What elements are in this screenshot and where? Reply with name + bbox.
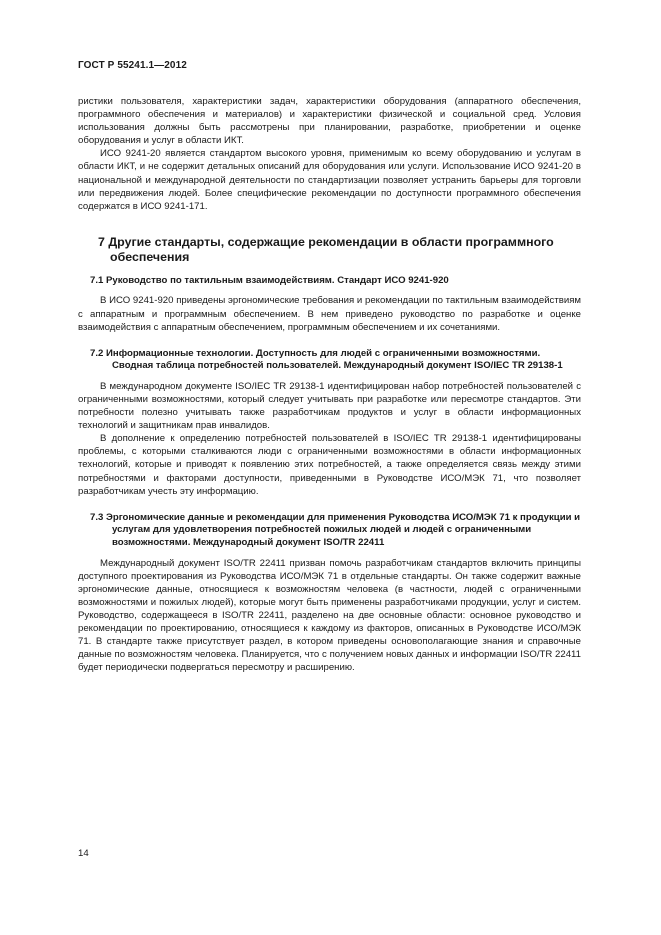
document-header-id: ГОСТ Р 55241.1—2012 xyxy=(78,60,187,71)
paragraph-7-2-first: В международном документе ISO/IEC TR 29138-1 идентифицирован набор потребностей пользователей с ограниченными возможностями, который следует учитывать при разработке или пересмотре стандартов. Эти потребности полезно учитывать также разработчикам продуктов и услуг в области информационных технологий и защитникам прав инвалидов. xyxy=(78,380,581,432)
paragraph-7-3: Международный документ ISO/TR 22411 призван помочь разработчикам стандартов включить принципы доступного проектирования из Руководства ИСО/МЭК 71 в отдельные стандарты. Он также содержит важные эргономические данные, относящиеся к возможностям человека (в частности, людей с ограниченными возможностями и пожилых людей), которые могут быть применены разработчиками продукции, услуг и систем. Руководство, содержащееся в ISO/TR 22411, разделено на две основные области: основное руководство и рекомендации по проектированию, относящиеся к каждому из факторов, описанных в Руководстве ИСО/МЭК 71. В стандарте также присутствует раздел, в котором приведены основополагающие знания и справочные данные по возможностям человека. Планируется, что с получением новых данных и информации ISO/TR 22411 будет периодически подвергаться пересмотру и расширению. xyxy=(78,557,581,674)
section-7-heading: 7 Другие стандарты, содержащие рекомендации в области программного обеспечения xyxy=(98,234,554,265)
document-body xyxy=(78,95,581,674)
paragraph-7-1: В ИСО 9241-920 приведены эргономические требования и рекомендации по тактильным взаимодействиям с аппаратным и программным обеспечением. В нем приведено руководство по разработке и оценке взаимодействия с аппаратным обеспечением, программным обеспечением и их сочетаниями. xyxy=(78,295,581,333)
subsection-7-3-heading: 7.3 Эргономические данные и рекомендации для применения Руководства ИСО/МЭК 71 к продукции и услугам для удовлетворения потребностей пожилых людей и людей с ограниченными возможностями. Международный документ ISO/TR 22411 xyxy=(90,511,581,548)
page-number: 14 xyxy=(78,848,89,859)
paragraph-iso-9241-20: ИСО 9241-20 является стандартом высокого уровня, применимым ко всему оборудованию и услугам в области ИКТ, и не содержит детальных описаний для оборудования или услуги. Использование ИСО 9241-20 в национальной и международной деятельности по стандартизации позволяет устранить барьеры для торговли или передвижения людей. Более специфические рекомендации по доступности программного обеспечения содержатся в ИСО 9241-171. xyxy=(78,148,581,212)
paragraph-intro-continuation: ристики пользователя, характеристики задач, характеристики оборудования (аппаратного обеспечения, программного обеспечения и материалов) и характеристики физической и социальной сред. Условия использования должны быть рассмотрены при планировании, разработке, приобретении и оценке оборудования и услуг в области ИКТ. xyxy=(78,96,581,147)
paragraph-7-2-second: В дополнение к определению потребностей пользователей в ISO/IEC TR 29138-1 идентифицированы проблемы, с которыми сталкиваются люди с ограниченными возможностями в области информационных технологий, которые и приводят к появлению этих потребностей, а также определяется связь между этими потребностями и факторами доступности, приведенными в Руководстве ИСО/МЭК 71, что позволяет разработчикам учесть эту информацию. xyxy=(78,433,581,497)
subsection-7-1-heading: 7.1 Руководство по тактильным взаимодействиям. Стандарт ИСО 9241-920 xyxy=(90,274,449,286)
subsection-7-2-heading: 7.2 Информационные технологии. Доступность для людей с ограниченными возможностями. Сводная таблица потребностей пользователей. Международный документ ISO/IEC TR 29138-1 xyxy=(90,347,563,372)
